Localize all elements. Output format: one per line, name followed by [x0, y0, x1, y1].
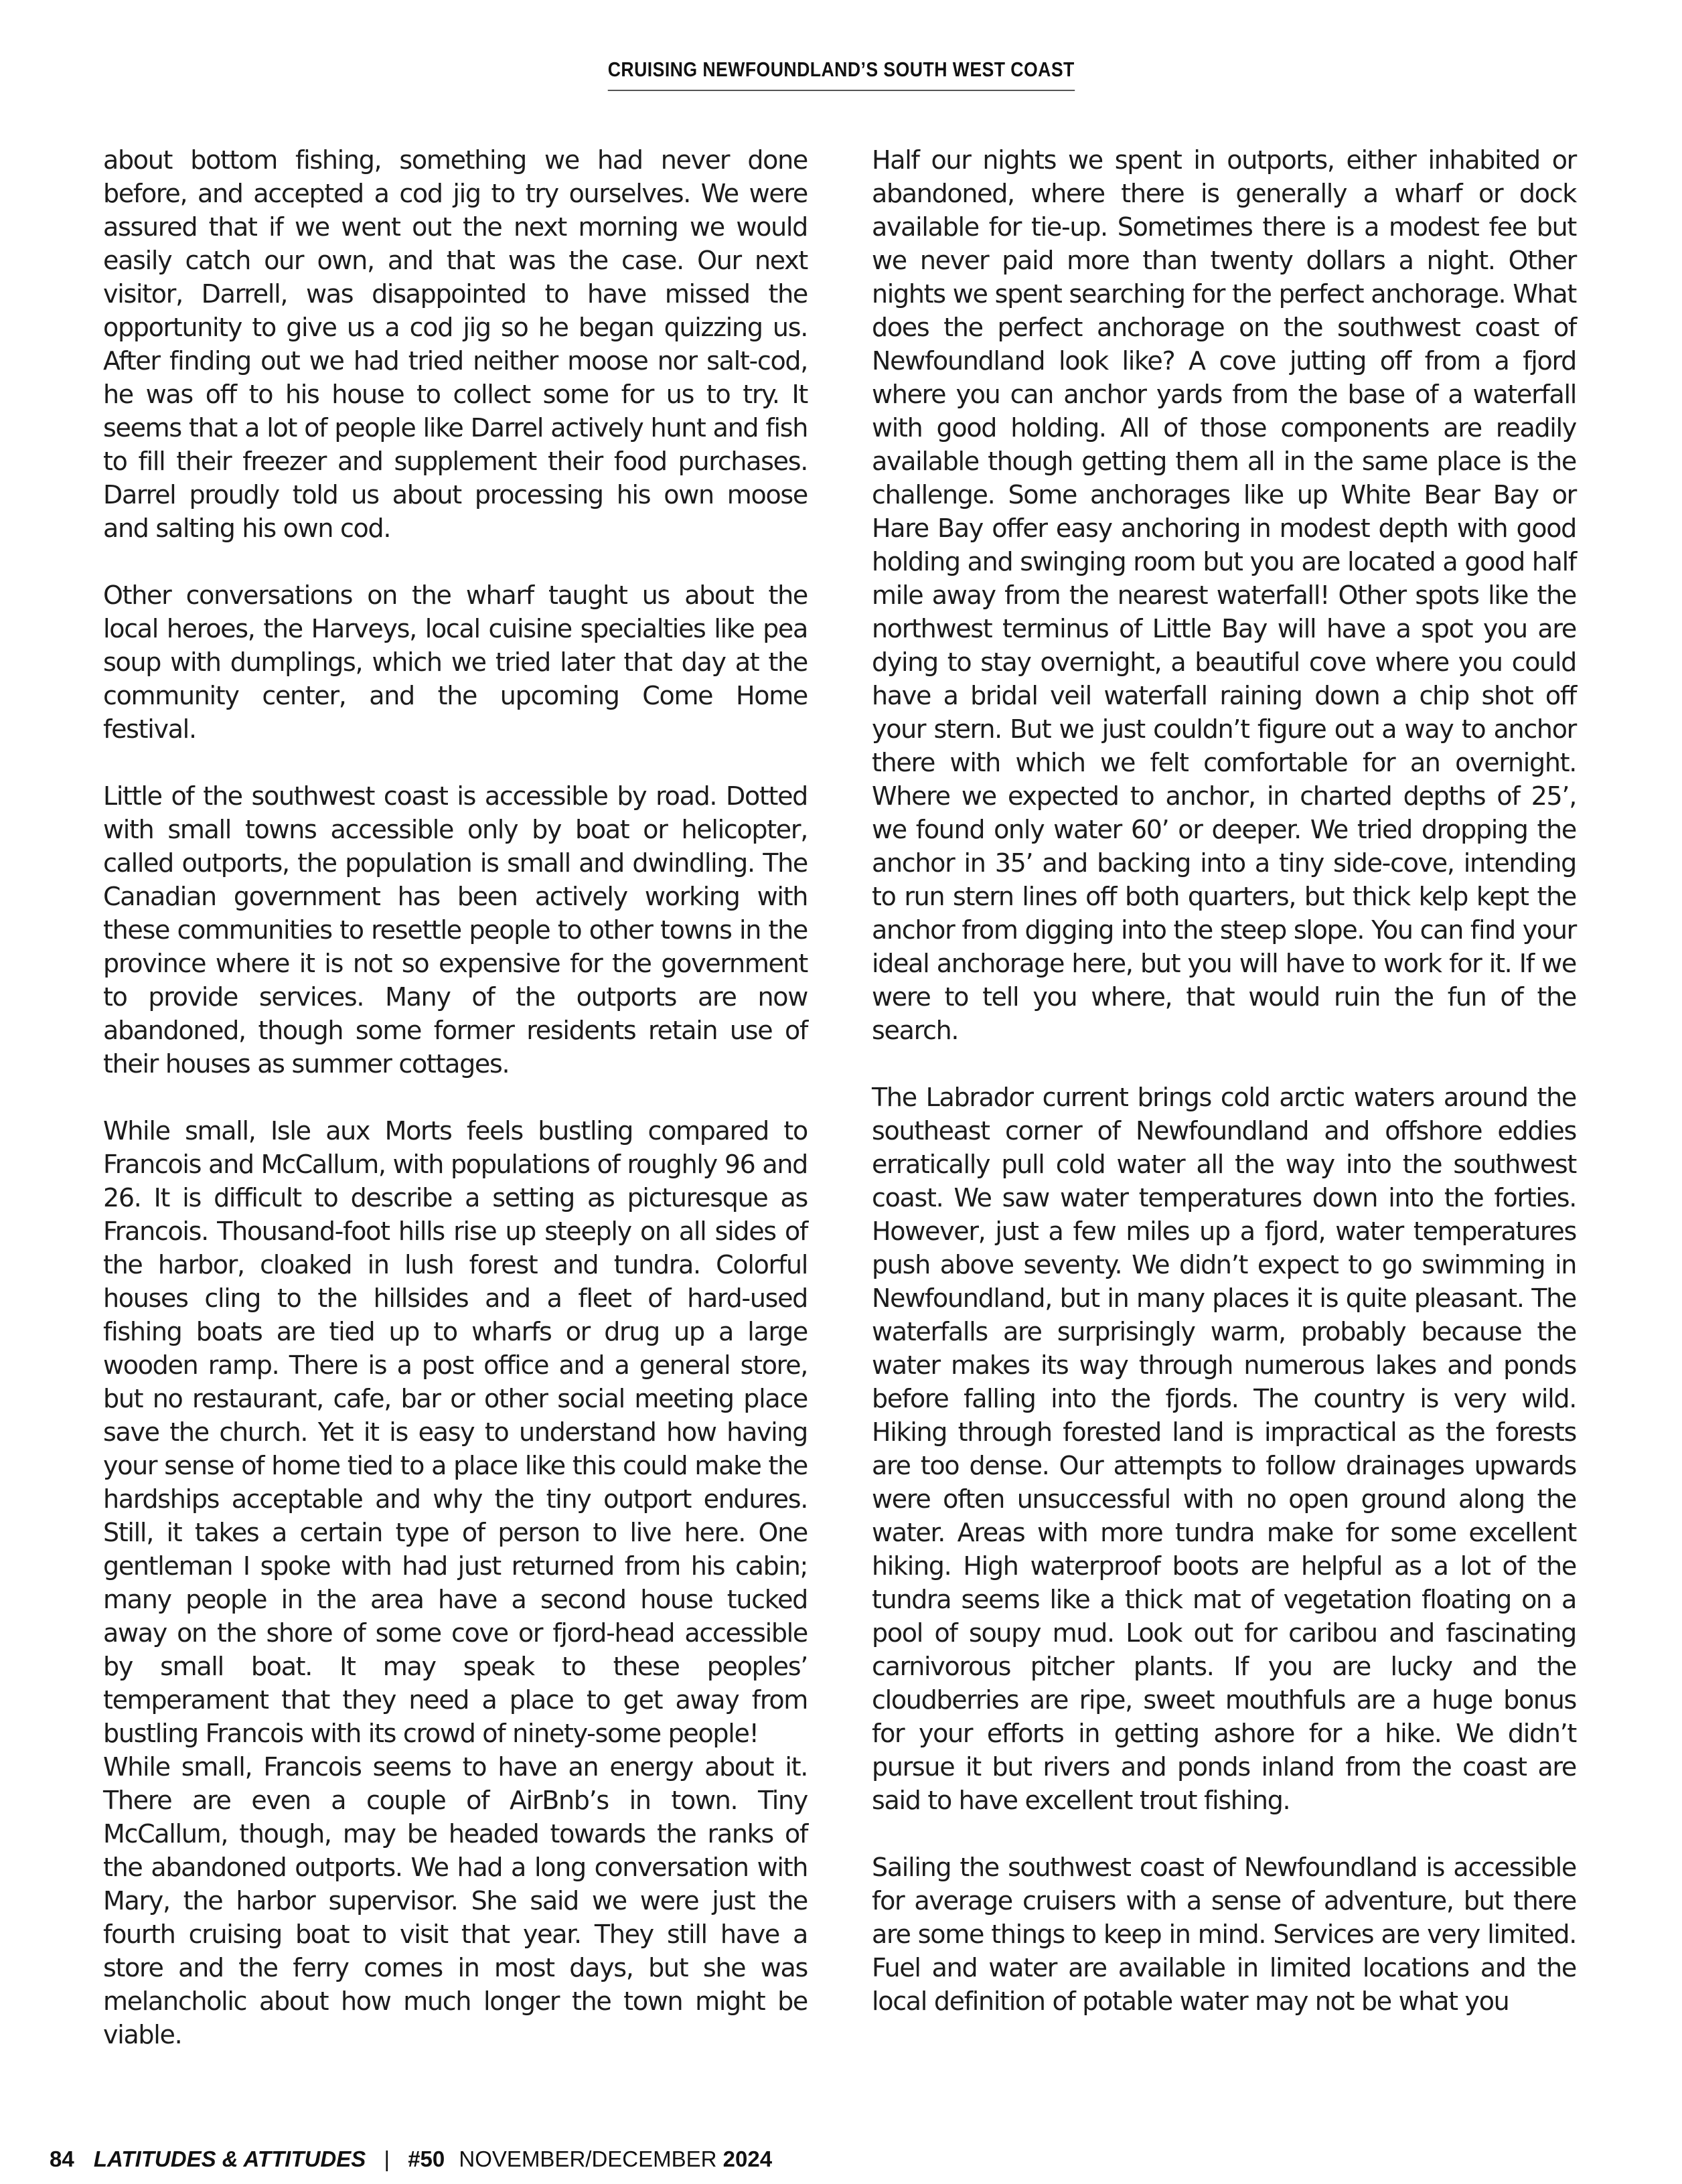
paragraph: about bottom fishing, something we had never done before, and accepted a cod jig to try ourselves. We were assured that if we went out the next morning we would easily catch our own, and that was the case. Our next visitor, Darrell, was disappointed to have missed the opportunity to give us a cod jig so he began quizzing us. After finding out we had tried neither moose nor salt-cod, he was off to his house to collect some for us to try. It seems that a lot of people like Darrel actively hunt and fish to fill their freezer and supplement their food purchases. Darrel proudly told us about processing his own moose and salting his own cod. — [103, 145, 808, 543]
running-header — [0, 58, 1682, 91]
paragraph: Half our nights we spent in outports, either inhabited or abandoned, where there is generally a wharf or dock available for tie-up. Sometimes there is a modest fee but we never paid more than twenty dollars a night. Other nights we spent searching for the perfect anchorage. What does the perfect anchorage on the southwest coast of Newfoundland look like? A cove jutting off from a fjord where you can anchor yards from the base of a waterfall with good holding. All of those components are readily available though getting them all in the same place is the challenge. Some anchorages like up White Bear Bay or Hare Bay offer easy anchoring in modest depth with good holding and swinging room but you are located a good half mile away from the nearest waterfall! Other spots like the northwest terminus of Little Bay will have a spot you are dying to stay overnight, a beautiful cove where you could have a bridal veil waterfall raining down a chip shot off your stern. But we just couldn’t figure out a way to anchor there with which we felt comfortable for an overnight. Where we expected to anchor, in charted depths of 25’, we found only water 60’ or deeper. We tried dropping the anchor in 35’ and backing into a tiny side-cove, intending to run stern lines off both quarters, but thick kelp kept the anchor from digging into the steep slope. You can find your ideal anchorage here, but you will have to work for it. If we were to tell you where, that would ruin the fun of the search. — [872, 145, 1576, 1045]
paragraph: While small, Francois seems to have an energy about it. There are even a couple of AirBnb’s in town. Tiny McCallum, though, may be headed towards the ranks of the abandoned outports. We had a long conversation with Mary, the harbor supervisor. She said we were just the fourth cruising boat to visit that year. They still have a store and the ferry comes in most days, but she was melancholic about how much longer the town might be viable. — [103, 1752, 808, 2049]
paragraph: The Labrador current brings cold arctic waters around the southeast corner of Newfoundland and offshore eddies erratically pull cold water all the way into the southwest coast. We saw water temperatures down into the forties. However, just a few miles up a fjord, water temperatures push above seventy. We didn’t expect to go swimming in Newfoundland, but in many places it is quite pleasant. The waterfalls are surprisingly warm, probably because the water makes its way through numerous lakes and ponds before falling into the fjords. The country is very wild. Hiking through forested land is impractical as the forests are too dense. Our attempts to follow drainages upwards were often unsuccessful with no open ground along the water. Areas with more tundra make for some excellent hiking. High waterproof boots are helpful as a lot of the tundra seems like a thick mat of vegetation floating on a pool of soupy mud. Look out for caribou and fascinating carnivorous pitcher plants. If you are lucky and the cloudberries are ripe, sweet mouthfuls are a huge bonus for your efforts in getting ashore for a hike. We didn’t pursue it but rivers and ponds inland from the coast are said to have excellent trout fishing. — [872, 1083, 1576, 1815]
paragraph: Little of the southwest coast is accessible by road. Dotted with small towns accessible only by boat or helicopter, called outports, the population is small and dwindling. The Canadian government has been actively working with these communities to resettle people to other towns in the province where it is not so expensive for the government to provide services. Many of the outports are now abandoned, though some former residents retain use of their houses as summer cottages. — [103, 781, 808, 1079]
magazine-name: LATITUDES & ATTITUDES — [93, 2147, 366, 2171]
section-title: CRUISING NEWFOUNDLAND’S SOUTH WEST COAST — [607, 58, 1074, 91]
issue-number: #50 — [408, 2147, 445, 2171]
page-footer — [50, 2147, 772, 2172]
paragraph: While small, Isle aux Morts feels bustling compared to Francois and McCallum, with populations of roughly 96 and 26. It is difficult to describe a setting as picturesque as Francois. Thousand-foot hills rise up steeply on all sides of the harbor, cloaked in lush forest and tundra. Colorful houses cling to the hillsides and a fleet of hard-used fishing boats are tied up to wharfs or drug up a large wooden ramp. There is a post office and a general store, but no restaurant, cafe, bar or other social meeting place save the church. Yet it is easy to understand how having your sense of home tied to a place like this could make the hardships acceptable and why the tiny outport endures. Still, it takes a certain type of person to live here. One gentleman I spoke with had just returned from his cabin; many people in the area have a second house tucked away on the shore of some cove or fjord-head accessible by small boat. It may speak to these peoples’ temperament that they need a place to get away from bustling Francois with its crowd of ninety-some people! — [103, 1116, 808, 1748]
issue-months: NOVEMBER/DECEMBER — [459, 2147, 717, 2171]
article-column-right — [872, 143, 1576, 2051]
article-column-left — [103, 143, 808, 2085]
footer-separator: | — [384, 2147, 390, 2171]
paragraph: Other conversations on the wharf taught us about the local heroes, the Harveys, local cuisine specialties like pea soup with dumplings, which we tried later that day at the community center, and the upcoming Come Home festival. — [103, 580, 808, 744]
page-number: 84 — [50, 2147, 74, 2171]
issue-year: 2024 — [722, 2147, 773, 2171]
paragraph: Sailing the southwest coast of Newfoundland is accessible for average cruisers with a sense of adventure, but there are some things to keep in mind. Services are very limited. Fuel and water are available in limited locations and the local definition of potable water may not be what you — [872, 1853, 1576, 2016]
